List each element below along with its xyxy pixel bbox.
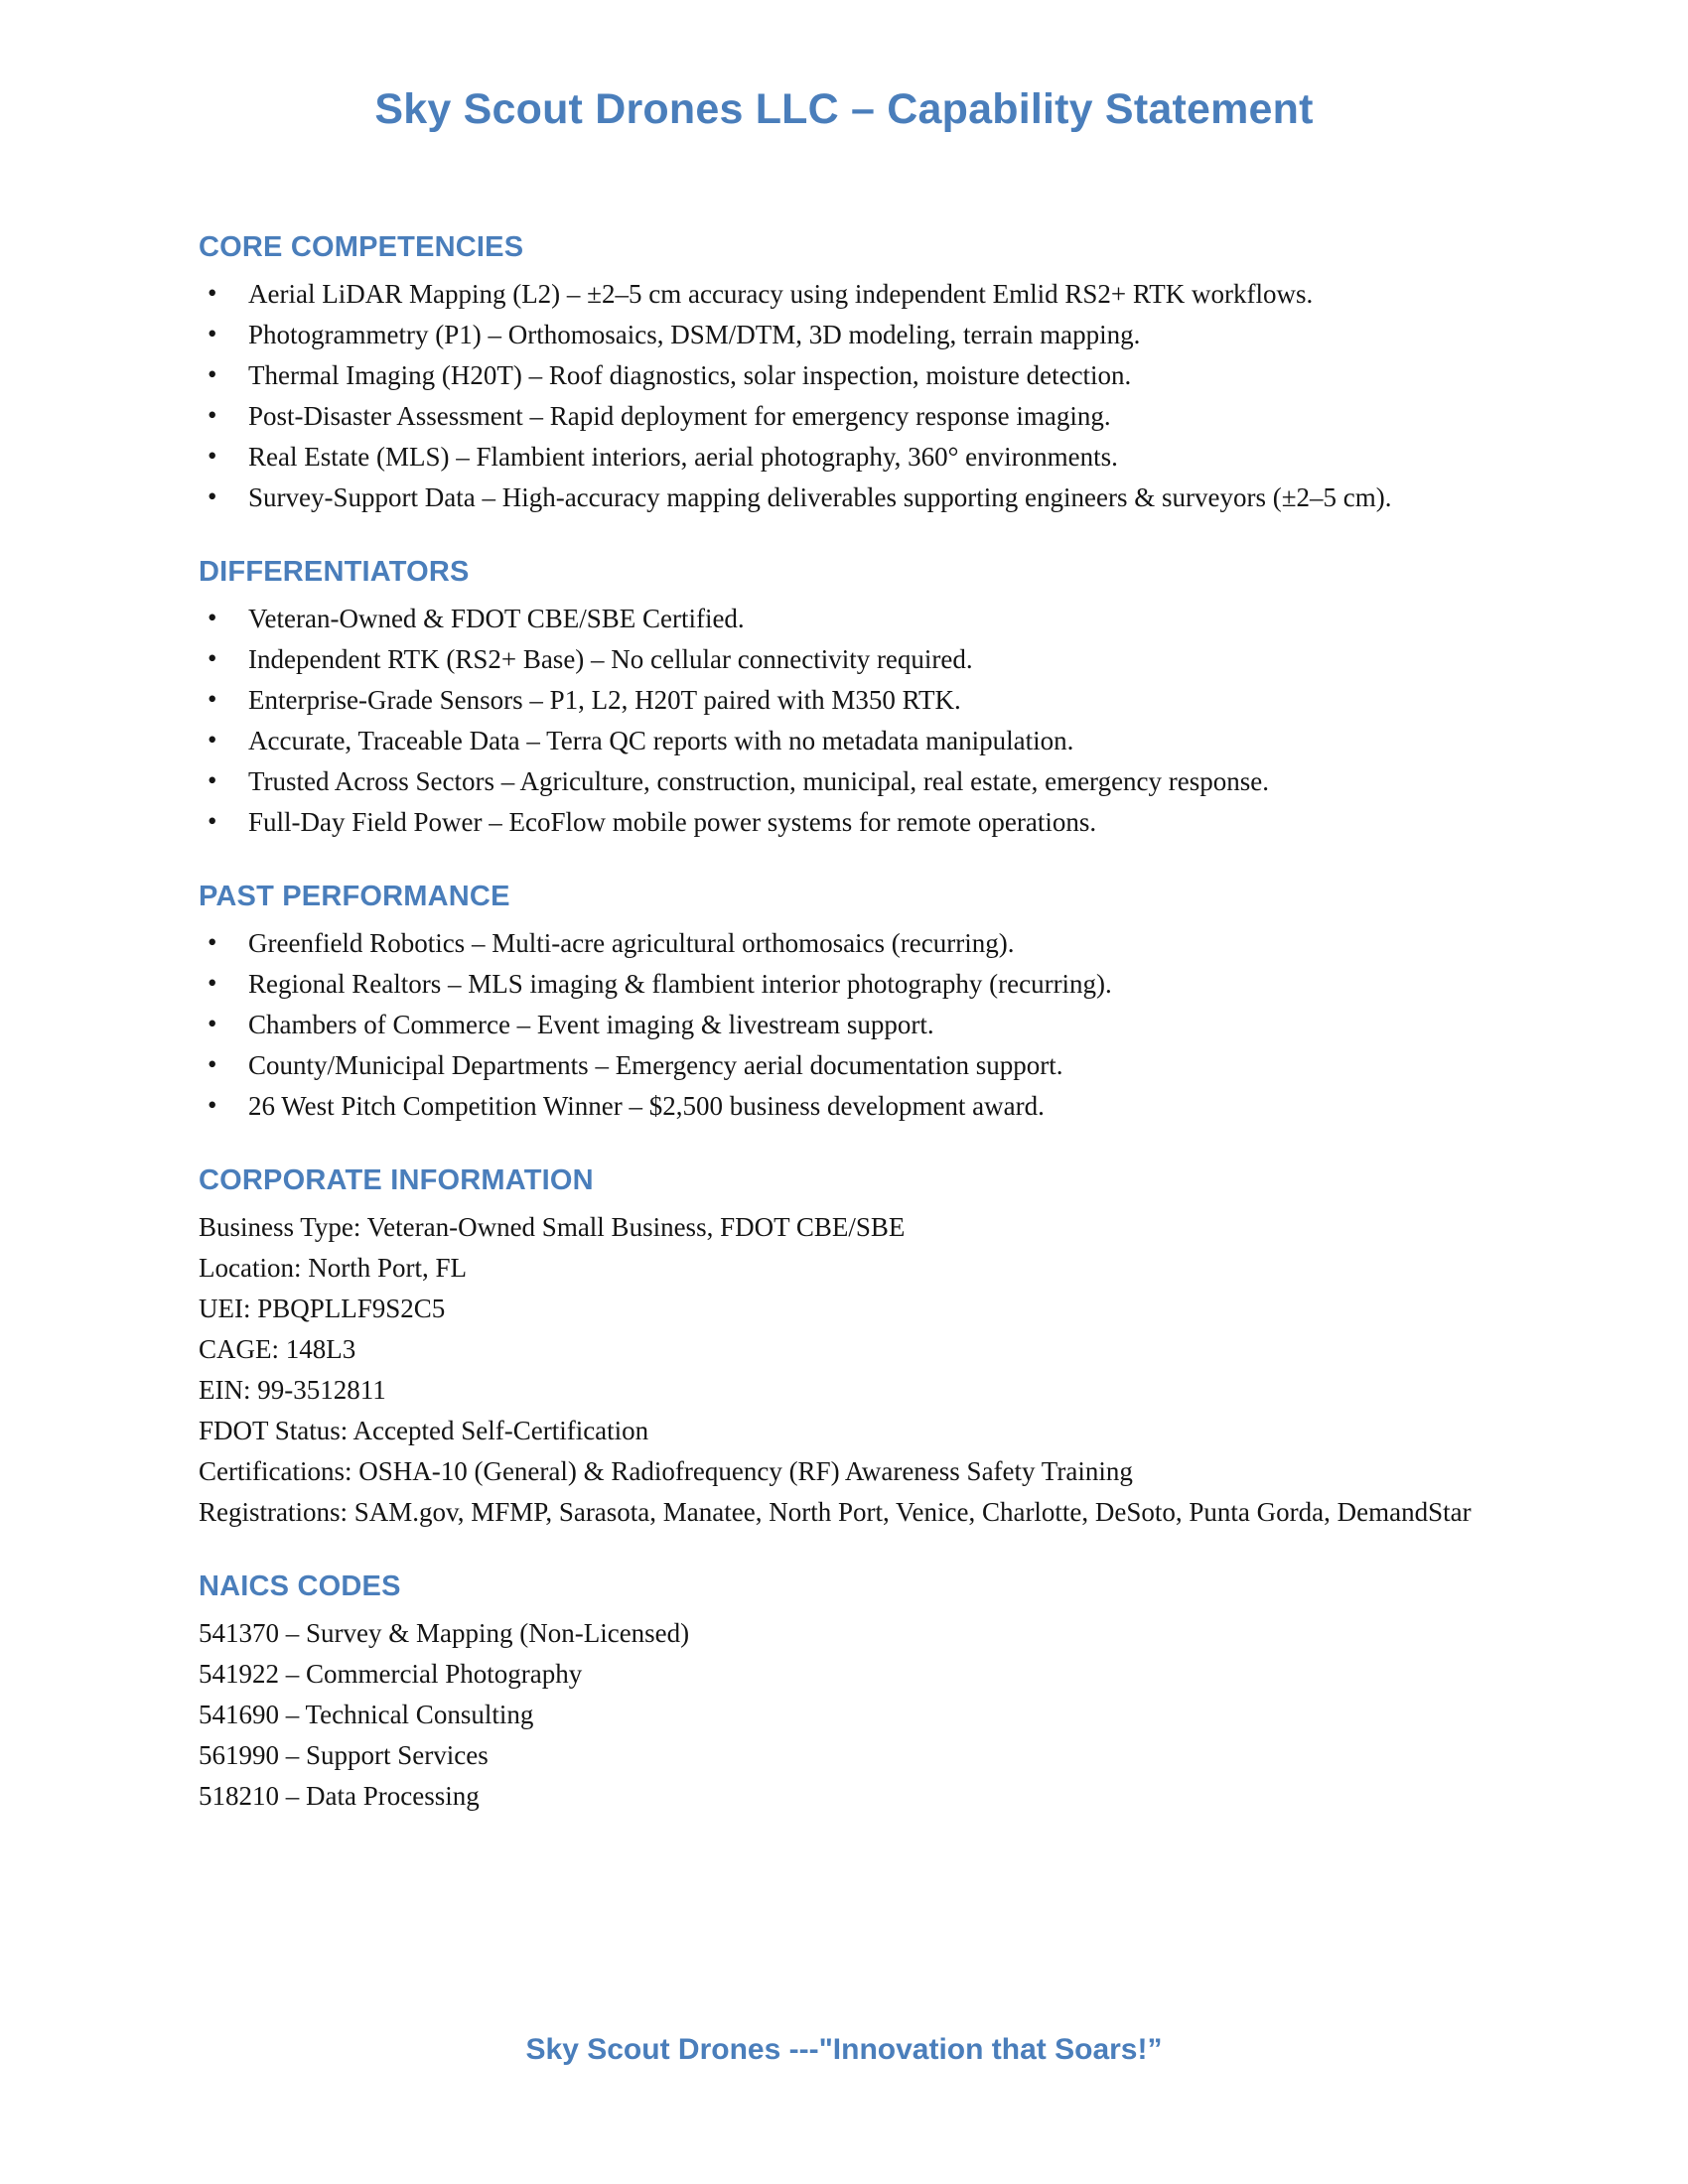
bullet-icon: • [208,359,217,389]
info-line: Location: North Port, FL [199,1253,467,1283]
bullet-item-text: Accurate, Traceable Data – Terra QC reports with no metadata manipulation. [248,726,1074,755]
bullet-item-text: Photogrammetry (P1) – Orthomosaics, DSM/DTM, 3D modeling, terrain mapping. [248,320,1141,349]
bullet-item [199,355,1489,396]
info-line: EIN: 99-3512811 [199,1375,386,1405]
info-line: UEI: PBQPLLF9S2C5 [199,1294,446,1323]
bullet-item [199,396,1489,437]
bullet-item [199,274,1489,315]
bullet-item-text: Thermal Imaging (H20T) – Roof diagnostics, solar inspection, moisture detection. [248,360,1132,390]
info-line: CAGE: 148L3 [199,1334,356,1364]
bullet-item-text: Enterprise-Grade Sensors – P1, L2, H20T paired with M350 RTK. [248,685,961,715]
bullet-icon: • [208,968,217,998]
past-performance-list [199,923,1489,1127]
section-past-performance [199,881,1489,1127]
bullet-icon: • [208,684,217,714]
bullet-item-text: Post-Disaster Assessment – Rapid deployment for emergency response imaging. [248,401,1111,431]
bullet-item [199,721,1489,761]
bullet-icon: • [208,1009,217,1038]
bullet-item-text: Trusted Across Sectors – Agriculture, construction, municipal, real estate, emergency response. [248,766,1270,796]
heading-naics-codes: NAICS CODES [199,1570,401,1602]
bullet-item-text: Regional Realtors – MLS imaging & flambient interior photography (recurring). [248,969,1112,999]
bullet-icon: • [208,278,217,308]
section-core-competencies [199,231,1489,518]
bullet-icon: • [208,481,217,511]
bullet-icon: • [208,603,217,632]
bullet-item [199,478,1489,518]
bullet-item [199,639,1489,680]
bullet-item-text: Aerial LiDAR Mapping (L2) – ±2–5 cm accuracy using independent Emlid RS2+ RTK workflows. [248,279,1314,309]
bullet-item-text: Real Estate (MLS) – Flambient interiors, aerial photography, 360° environments. [248,442,1118,472]
bullet-item-text: Survey-Support Data – High-accuracy mapping deliverables supporting engineers & surveyors (±2–5 cm). [248,482,1392,512]
info-line: Certifications: OSHA-10 (General) & Radiofrequency (RF) Awareness Safety Training [199,1456,1133,1486]
heading-corporate-information: CORPORATE INFORMATION [199,1164,594,1196]
section-corporate-information [199,1164,1489,1533]
bullet-item [199,680,1489,721]
bullet-item [199,1086,1489,1127]
bullet-item [199,1005,1489,1045]
bullet-item-text: Independent RTK (RS2+ Base) – No cellular connectivity required. [248,644,973,674]
naics-line: 541690 – Technical Consulting [199,1700,534,1729]
bullet-item [199,923,1489,964]
bullet-item [199,599,1489,639]
naics-line: 518210 – Data Processing [199,1781,480,1811]
bullet-item-text: Greenfield Robotics – Multi-acre agricultural orthomosaics (recurring). [248,928,1015,958]
naics-line: 541370 – Survey & Mapping (Non-Licensed) [199,1618,690,1648]
bullet-item-text: 26 West Pitch Competition Winner – $2,500 business development award. [248,1091,1045,1121]
bullet-icon: • [208,400,217,430]
bullet-icon: • [208,806,217,836]
bullet-item [199,1045,1489,1086]
bullet-icon: • [208,927,217,957]
section-differentiators [199,556,1489,843]
bullet-item-text: Veteran-Owned & FDOT CBE/SBE Certified. [248,604,745,633]
bullet-item [199,437,1489,478]
naics-line: 541922 – Commercial Photography [199,1659,583,1689]
naics-line: 561990 – Support Services [199,1740,489,1770]
heading-core-competencies: CORE COMPETENCIES [199,231,524,263]
section-naics-codes [199,1570,1489,1817]
page-title: Sky Scout Drones LLC – Capability Statement [374,85,1314,133]
bullet-icon: • [208,765,217,795]
naics-codes-lines [199,1613,1489,1817]
corporate-information-lines [199,1207,1489,1533]
bullet-item-text: Full-Day Field Power – EcoFlow mobile power systems for remote operations. [248,807,1097,837]
bullet-item [199,315,1489,355]
bullet-item-text: Chambers of Commerce – Event imaging & livestream support. [248,1010,934,1039]
bullet-icon: • [208,1049,217,1079]
document-body [0,231,1688,1817]
info-line: Business Type: Veteran-Owned Small Business, FDOT CBE/SBE [199,1212,906,1242]
heading-differentiators: DIFFERENTIATORS [199,556,470,588]
bullet-icon: • [208,1090,217,1120]
footer-tagline: Sky Scout Drones ---"Innovation that Soars!” [525,2033,1163,2066]
bullet-icon: • [208,319,217,348]
bullet-icon: • [208,441,217,471]
bullet-icon: • [208,643,217,673]
info-line: FDOT Status: Accepted Self-Certification [199,1416,649,1445]
heading-past-performance: PAST PERFORMANCE [199,881,510,912]
bullet-item [199,802,1489,843]
bullet-item [199,761,1489,802]
bullet-icon: • [208,725,217,754]
bullet-item-text: County/Municipal Departments – Emergency aerial documentation support. [248,1050,1063,1080]
bullet-item [199,964,1489,1005]
info-line: Registrations: SAM.gov, MFMP, Sarasota, Manatee, North Port, Venice, Charlotte, DeSoto, Punta Gorda, DemandStar [199,1497,1472,1527]
differentiators-list [199,599,1489,843]
core-competencies-list [199,274,1489,518]
